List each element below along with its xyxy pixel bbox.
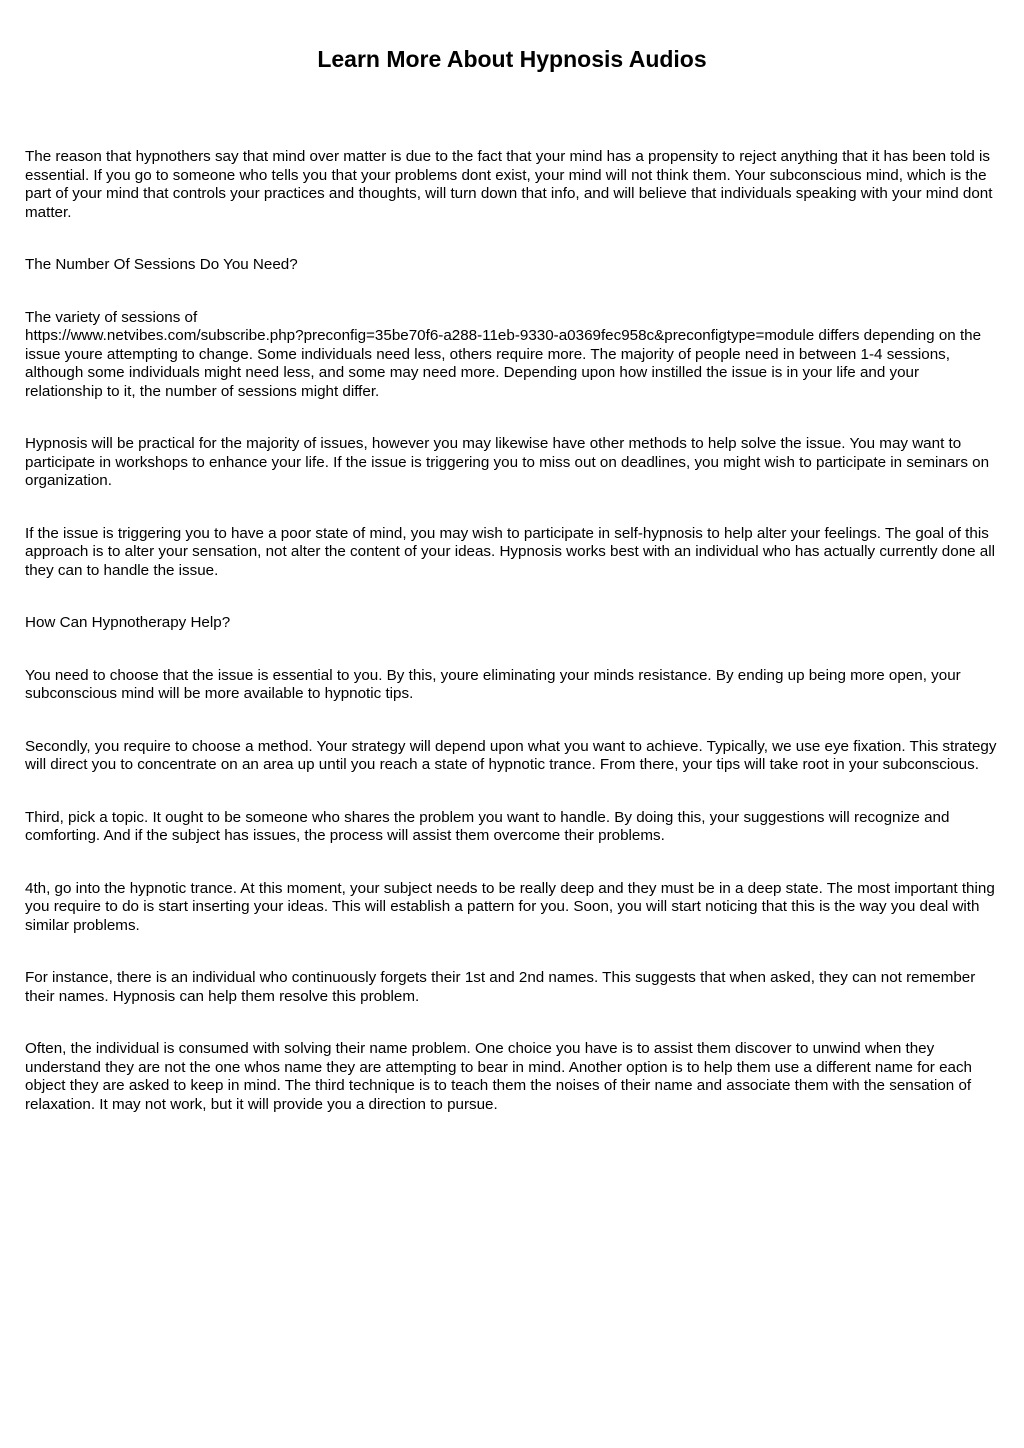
paragraph-sessions: [25, 309, 1000, 402]
paragraph-self-hypnosis: If the issue is triggering you to have a poor state of mind, you may wish to participate in self-hypnosis to help alter your feelings. The goal of this approach is to alter your sensation, not alter the content of your ideas. Hypnosis works best with an individual who has actually currently done all they can to handle the issue.: [25, 524, 995, 579]
paragraph-sessions-start: The variety of sessions of: [25, 308, 198, 326]
paragraph-topic: Third, pick a topic. It ought to be someone who shares the problem you want to handle. By doing this, your suggestions will recognize and comforting. And if the subject has issues, the process will assist them overcome their problems.: [25, 808, 950, 844]
section-heading-hypnotherapy: How Can Hypnotherapy Help?: [25, 614, 231, 631]
paragraph-sessions-rest: differs depending on the issue youre attempting to change. Some individuals need less, others require more. The majority of people need in between 1-4 sessions, although some individuals might need less, and some may need more. Depending upon how instilled the issue is in your life and your relationship to it, the number of sessions might differ.: [25, 327, 982, 400]
netvibes-link[interactable]: https://www.netvibes.com/subscribe.php?preconfig=35be70f6-a288-11eb-9330-a0369fec958c&preconfigtype=module: [25, 327, 815, 344]
document-body: [25, 148, 1000, 1148]
paragraph-choose-issue: You need to choose that the issue is essential to you. By this, youre eliminating your minds resistance. By ending up being more open, your subconscious mind will be more available to hypnotic tips.: [25, 666, 961, 702]
page-title: Learn More About Hypnosis Audios: [317, 46, 707, 72]
paragraph-name-problem: Often, the individual is consumed with solving their name problem. One choice you have is to assist them discover to unwind when they understand they are not the one whos name they are attempting to bear in mind. Another option is to help them use a different name for each object they are asked to keep in mind. The third technique is to teach them the noises of their name and associate them with the sensation of relaxation. It may not work, but it will provide you a direction to pursue.: [25, 1040, 973, 1113]
section-heading-sessions: The Number Of Sessions Do You Need?: [25, 256, 298, 273]
paragraph-method: Secondly, you require to choose a method. Your strategy will depend upon what you want to achieve. Typically, we use eye fixation. This strategy will direct you to concentrate on an area up until you reach a state of hypnotic trance. From there, your tips will take root in your subconscious.: [25, 737, 997, 773]
paragraph-example: For instance, there is an individual who continuously forgets their 1st and 2nd names. This suggests that when asked, they can not remember their names. Hypnosis can help them resolve this problem.: [25, 969, 976, 1005]
paragraph-trance: 4th, go into the hypnotic trance. At this moment, your subject needs to be really deep and they must be in a deep state. The most important thing you require to do is start inserting your ideas. This will establish a pattern for you. Soon, you will start noticing that this is the way you deal with similar problems.: [25, 879, 995, 934]
paragraph-practical: Hypnosis will be practical for the majority of issues, however you may likewise have other methods to help solve the issue. You may want to participate in workshops to enhance your life. If the issue is triggering you to miss out on deadlines, you might wish to participate in seminars on organization.: [25, 435, 990, 489]
paragraph-intro: The reason that hypnothers say that mind over matter is due to the fact that your mind has a propensity to reject anything that it has been told is essential. If you go to someone who tells you that your problems dont exist, your mind will not think them. Your subconscious mind, which is the part of your mind that controls your practices and thoughts, will turn down that info, and will believe that individuals speaking with your mind dont matter.: [25, 148, 993, 221]
